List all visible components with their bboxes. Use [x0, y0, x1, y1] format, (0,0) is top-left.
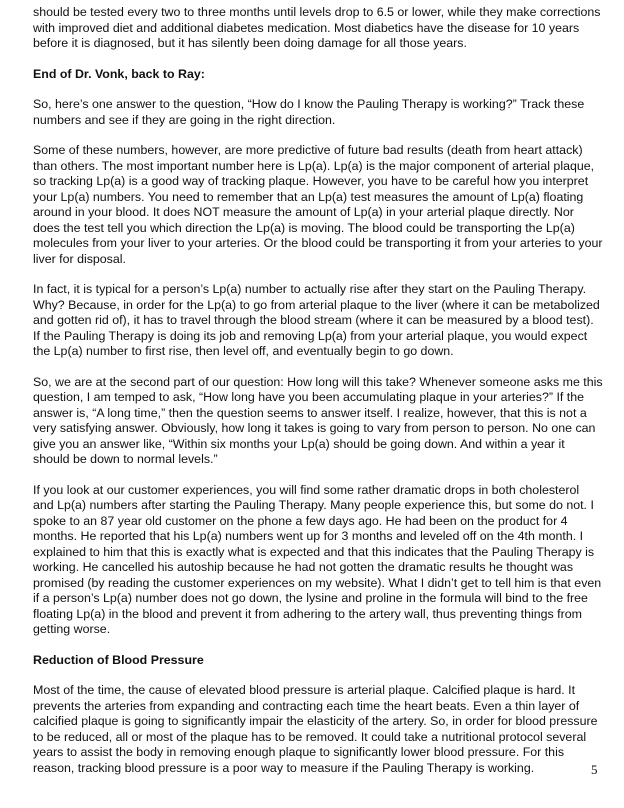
paragraph-lpa-rise: In fact, it is typical for a person’s Lp(a) number to actually rise after they start on the Pauling Therapy. Why? Because, in order for the Lp(a) to go from arterial plaque to the liver (where it can be metabolized and gotten rid of), it has to travel through the blood stream (where it can be measured by a blood test). If the Pauling Therapy is doing its job and removing Lp(a) from your arterial plaque, you would expect the Lp(a) number to first rise, then level off, and eventually begin to go down. [33, 282, 600, 358]
paragraph-blood-pressure: Most of the time, the cause of elevated blood pressure is arterial plaque. Calcified plaque is hard. It prevents the arteries from expanding and contracting each time the heart beats. Even a thin layer of calcified plaque is going to significantly impair the elasticity of the artery. So, in order for blood pressure to be reduced, all or most of the plaque has to be removed. It could take a nutritional protocol several years to assist the body in removing enough plaque to significantly lower blood pressure. For this reason, tracking blood pressure is a poor way to measure if the Pauling Therapy is working. [33, 683, 598, 775]
paragraph-diabetes-testing: should be tested every two to three months until levels drop to 6.5 or lower, while they make corrections with improved diet and additional diabetes medication. Most diabetics have the disease for 10 years before it is diagnosed, but it has silently been doing damage for all those years. [33, 5, 601, 50]
heading-end-of-dr-vonk: End of Dr. Vonk, back to Ray: [33, 66, 205, 81]
document-page [33, 5, 603, 791]
heading-reduction-of-blood-pressure: Reduction of Blood Pressure [33, 652, 204, 667]
paragraph-one-answer: So, here’s one answer to the question, “How do I know the Pauling Therapy is working?” Track these numbers and see if they are going in the right direction. [33, 97, 585, 127]
paragraph-predictive-numbers: Some of these numbers, however, are more predictive of future bad results (death from heart attack) than others. The most important number here is Lp(a). Lp(a) is the major component of arterial plaque, so tracking Lp(a) is a good way of tracking plaque. However, you have to be careful how you interpret your Lp(a) numbers. You need to remember that an Lp(a) test measures the amount of Lp(a) floating around in your blood. It does NOT measure the amount of Lp(a) in your arterial plaque directly. Nor does the test tell you which direction the Lp(a) is moving. The blood could be transporting the Lp(a) molecules from your liver to your arteries. Or the blood could be transporting it from your arteries to your liver for disposal. [33, 143, 603, 266]
page-number: 5 [591, 762, 598, 777]
paragraph-customer-experiences: If you look at our customer experiences, you will find some rather dramatic drops in both cholesterol and Lp(a) numbers after starting the Pauling Therapy. Many people experience this, but some do not. I spoke to an 87 year old customer on the phone a few days ago. He had been on the product for 4 months. He reported that his Lp(a) numbers went up for 3 months and leveled off on the 4th month. I explained to him that this is exactly what is expected and that this indicates that the Pauling Therapy is working. He cancelled his autoship because he had not gotten the dramatic results he thought was promised (by reading the customer experiences on my website). What I didn’t get to tell him is that even if a person’s Lp(a) number does not go down, the lysine and proline in the formula will bind to the free floating Lp(a) in the blood and prevent it from adhering to the artery wall, thus preventing things from getting worse. [33, 482, 602, 636]
paragraph-how-long: So, we are at the second part of our question: How long will this take? Whenever someone asks me this question, I am temped to ask, “How long have you been accumulating plaque in your arteries?” If the answer is, “A long time,” then the question seems to answer itself. I realize, however, that this is not a very satisfying answer. Obviously, how long it takes is going to vary from person to person. No one can give you an answer like, “Within six months your Lp(a) should be going down. And within a year it should be down to normal levels.” [33, 374, 603, 466]
